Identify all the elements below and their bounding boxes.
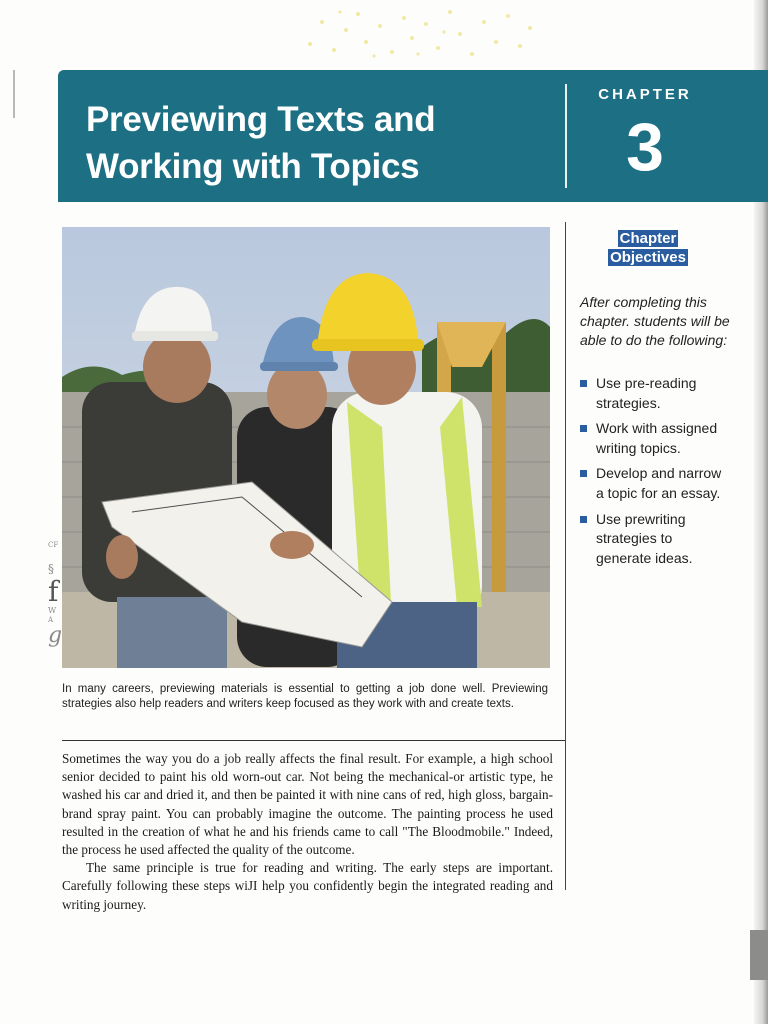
margin-mark: g: [48, 623, 63, 648]
body-text: [62, 750, 553, 914]
photo-caption: In many careers, previewing materials is essential to getting a job done well. Previewing strategies also help readers and writers keep focused as they work with and create texts.: [62, 683, 548, 710]
objectives-heading: [603, 229, 693, 267]
square-bullet-icon: [580, 516, 587, 523]
column-divider: [565, 222, 566, 890]
objective-item: [580, 419, 730, 458]
objective-text: Work with assigned writing topics.: [596, 420, 718, 456]
margin-mark: §: [48, 562, 54, 576]
body-paragraph: Sometimes the way you do a job really affects the final result. For example, a high school senior decided to paint his old worn-out car. Not being the mechanical-or artistic type, he washed his car and dried it, and then be painted it with nine cans of red, high gloss, bargain-brand spray paint. You can probably imagine the outcome. The painting process he used resulted in the creation of what he and his friends came to call "The Bloodmobile." Indeed, the process he used affected the quality of the outcome.: [62, 751, 553, 858]
construction-workers-photo: [62, 227, 550, 668]
square-bullet-icon: [580, 470, 587, 477]
objective-text: Use pre-reading strategies.: [596, 375, 697, 411]
objective-text: Use prewriting strategies to generate ideas.: [596, 510, 693, 566]
square-bullet-icon: [580, 380, 587, 387]
chapter-label: CHAPTER: [598, 86, 692, 103]
body-paragraph: The same principle is true for reading and writing. The early steps are important. Carefully following these steps wiJI help you confidently begin the integrated reading and writing journey.: [62, 860, 553, 912]
objective-item: [580, 464, 730, 503]
objectives-heading-line2: Objectives: [610, 249, 686, 266]
chapter-banner: [58, 70, 768, 202]
margin-mark: CF: [48, 541, 59, 549]
banner-divider: [565, 84, 567, 188]
objective-item: [580, 510, 730, 569]
page-edge-mark: [750, 930, 768, 980]
chapter-number: 3: [626, 109, 664, 185]
decorative-dots: [300, 4, 540, 60]
objectives-heading-line1: Chapter: [619, 230, 677, 247]
margin-mark: A: [48, 616, 54, 624]
margin-mark: W: [48, 606, 57, 615]
margin-mark: f: [48, 575, 59, 608]
chapter-title: Previewing Texts and Working with Topics: [86, 100, 436, 186]
margin-marks: [48, 540, 62, 670]
objective-item: [580, 374, 730, 413]
left-margin-rule: [13, 70, 15, 118]
objectives-intro: After completing this chapter. students will be able to do the following:: [580, 294, 730, 348]
objectives-list: [580, 374, 730, 574]
caption-divider: [62, 740, 566, 741]
square-bullet-icon: [580, 425, 587, 432]
objective-text: Develop and narrow a topic for an essay.: [596, 465, 722, 501]
